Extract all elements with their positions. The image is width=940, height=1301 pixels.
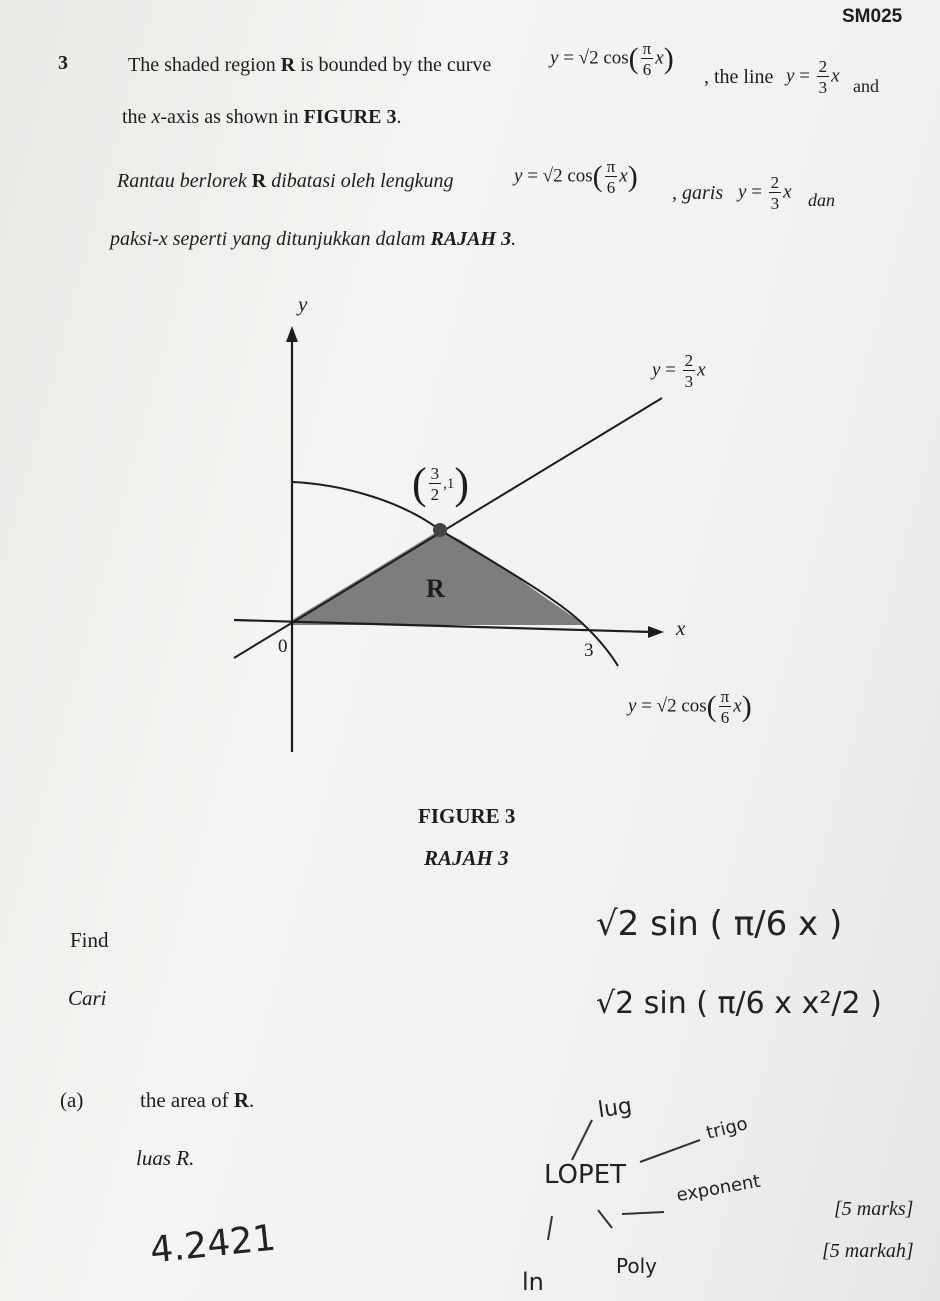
handwritten-exponent: exponent (674, 1170, 762, 1207)
curve-equation-en: y = √2 cos( $\frac{\pi}{6}$ x) (550, 39, 674, 79)
handwritten-trigo: trigo (704, 1113, 750, 1144)
frac-num: 3 (430, 463, 440, 483)
figure-ref: FIGURE 3 (303, 106, 397, 128)
coord-y: ,1 (443, 475, 455, 492)
frac-num: 2 (770, 173, 780, 192)
text-segment: . (396, 106, 402, 128)
frac-den: 6 (606, 178, 616, 197)
text-segment: The shaded region (128, 54, 276, 76)
y-axis-label: y (298, 292, 308, 316)
y-axis-arrow-icon (286, 326, 298, 342)
cari-label: Cari (68, 986, 107, 1010)
marks-ms: [5 markah] (822, 1240, 914, 1262)
paper-code: SM025 (842, 6, 903, 27)
eq-x: x (697, 359, 706, 381)
handwritten-lopet: LOPET (544, 1160, 627, 1190)
text-segment: paksi-x seperti yang ditunjukkan dalam (110, 228, 426, 250)
eq-x: x (783, 181, 792, 203)
sqrt-two: √2 (542, 165, 563, 187)
eq-y: y (652, 359, 661, 381)
frac-den: 3 (818, 78, 828, 97)
text-segment: -axis as shown in (160, 106, 299, 128)
handwritten-answer: 4.2421 (148, 1217, 278, 1272)
text-segment: . (511, 228, 517, 250)
region-label-inline: R (233, 1088, 250, 1112)
eq-y: y (550, 47, 559, 69)
frac-den: 3 (770, 194, 780, 213)
question-number: 3 (58, 52, 68, 74)
x-intercept-label: 3 (584, 640, 594, 661)
cos-label: cos (603, 47, 629, 69)
region-label-inline: R (251, 170, 267, 192)
eq-sign: = (527, 165, 538, 187)
sqrt-two: √2 (656, 695, 677, 717)
frac-num: 2 (818, 57, 828, 76)
part-a-label: (a) (60, 1088, 84, 1112)
text-segment: the area of (140, 1088, 229, 1112)
part-a-question-en (140, 1088, 254, 1113)
text-segment: , the line (704, 66, 774, 88)
eq-y: y (628, 695, 637, 717)
frac-num: 2 (684, 351, 694, 370)
eq-y: y (514, 165, 523, 187)
pi-over-six (719, 688, 732, 726)
eq-y: y (786, 65, 795, 87)
text-segment: the (122, 106, 147, 128)
frac-num: π (642, 39, 652, 58)
intersection-coordinate-label: ( $\frac{3}{2}$ ,1) (412, 459, 470, 508)
text-segment: dibatasi oleh lengkung (271, 170, 454, 192)
curve-equation-ms: y = √2 cos( $\frac{\pi}{6}$ x) (514, 157, 638, 197)
sqrt-two: √2 (578, 47, 599, 69)
frac-den: 3 (684, 372, 694, 391)
part-a-question-ms: luas R. (136, 1146, 195, 1170)
x-axis-arrow-icon (648, 626, 664, 638)
handwritten-ln: ln (522, 1268, 544, 1296)
eq-sign: = (665, 359, 676, 381)
two-thirds (683, 352, 696, 390)
intersection-point (433, 523, 447, 537)
region-label: R (426, 574, 445, 603)
eq-sign: = (641, 695, 652, 717)
eq-x: x (655, 47, 664, 69)
x-axis-label: x (676, 616, 686, 640)
eq-x: x (619, 165, 628, 187)
eq-sign: = (563, 47, 574, 69)
origin-label: 0 (278, 636, 288, 657)
frac-den: 2 (430, 484, 440, 504)
find-label: Find (70, 928, 109, 952)
figure-caption-en: FIGURE 3 (418, 804, 516, 828)
eq-y: y (738, 181, 747, 203)
frac-den: 6 (720, 708, 730, 727)
handwritten-note-2: √2 sin ( π/6 x x²/2 ) (596, 986, 882, 1021)
frac-num: π (720, 687, 730, 706)
eq-x: x (831, 65, 840, 87)
figure-ref: RAJAH 3 (430, 228, 512, 250)
frac-den: 6 (642, 60, 652, 79)
text-segment: is bounded by the curve (300, 54, 492, 76)
handwritten-lug: lug (596, 1093, 634, 1124)
marks-en: [5 marks] (834, 1198, 914, 1220)
frac-num: π (606, 157, 616, 176)
handwritten-note-1: √2 sin ( π/6 x ) (596, 904, 843, 944)
eq-sign: = (799, 65, 810, 87)
eq-x: x (733, 695, 742, 717)
text-segment: , garis (672, 182, 724, 204)
region-label-inline: R (280, 54, 296, 76)
cos-label: cos (681, 695, 707, 717)
text-segment: . (249, 1088, 255, 1112)
eq-sign: = (751, 181, 762, 203)
cos-label: cos (567, 165, 593, 187)
line-equation-label (652, 352, 706, 390)
text-segment: dan (808, 190, 835, 210)
text-segment: and (853, 76, 879, 96)
handwritten-poly: Poly (616, 1254, 657, 1278)
three-halves (429, 465, 442, 503)
curve-equation-label: y = √2 cos( $\frac{\pi}{6}$ x) (628, 687, 752, 727)
x-var: x (151, 106, 161, 128)
figure-caption-ms: RAJAH 3 (424, 846, 509, 870)
text-segment: Rantau berlorek (117, 170, 247, 192)
